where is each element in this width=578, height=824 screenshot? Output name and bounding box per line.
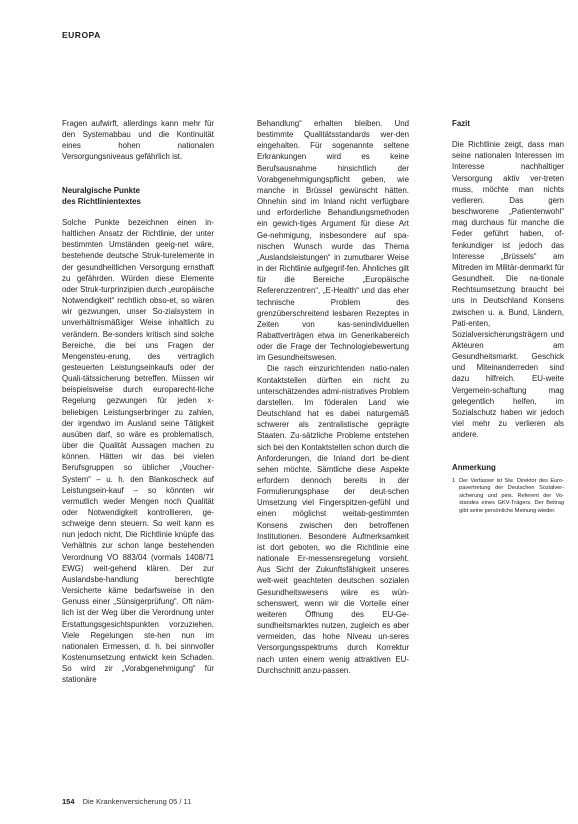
section-label: EUROPA [62,30,101,40]
column-3 [452,118,564,516]
footnote-text: Der Verfasser ist Ste. Direktor des Euro-pavertretung der Deutschen Sozialver-sicherung und peis. Referent der Vo-standes eines GKV-Trägers. Der Beitrag gibt seine persönliche Meinung wieder. [459,477,564,514]
body-paragraph: Solche Punkte bezeichnen einen in-haltlichen Ansatz der Richtlinie, der unter bestimmten Umständen geeig-net wäre, bestehende deutsche Struk-turelemente in der gesundheitlichen Versorgung ernsthaft zu gefährden. Würden diese Elemente oder Struk-turprinzipien durch „europäische Notwendigkeit“ rechtlich obso-et, so wären wir gezwungen, unser So-zialsystem in unverhältnismäßiger Weise inhaltlich zu verändern. Be-sonders kritisch sind solche Bereiche, die bei uns Fragen der Mengensteu-erung, des vertraglich gesteuerten Leistungseinkaufs oder der Quali-tätssicherung betreffen. Müssen wir beispielsweise durch europarecht-liche Regelung gezwungen für jeden x-beliebigen Leistungserbringer zu zahlen, der irgendwo im Ausland seine Tätigkeit ausüben darf, so wäre es problematisch, über die Qualität Aussagen machen zu können. Hätten wir das bei vielen Berufsgruppen so üblicher „Voucher-System“ – u. h. den Blankoscheck auf Leistungsein-kauf – so könnten wir vermutlich weder Mengen noch Qualität oder Notwendigkeit kontrollieren, ge-schweige denn steuern. So weit kann es nun jedoch nicht, Die Richtlinie knüpfe das Verhältnis zur schon lange bestehenden Verordnung VO 883/04 (vormals 1408/71 EWG) weit-gehend klären. Der zur Auslandsbe-handlung berechtigte Versicherte käme bedarfsweise in den Genuss einer „Sünsigerprüfung“. Oft näm-lich ist der Weg über die Verordnung unter Erstattungsgesichtspunkten vorzuziehen. Viele Regelungen ste-hen nun im nationalen Ermessen, d. h. bei sinnvoller Kostenumsetzung entwickt kein Schaden. So wird zir „Vorabgenehmigung“ für stationäre [62,217,214,685]
intro-paragraph: Fragen aufwirft, allerdings kann mehr für den Systemabbau und die Kontinuität eines hohen nationalen Versorgungsniveaus gefährlich ist. [62,119,214,162]
section-heading-line-2: des Richtlinientextes [62,196,141,206]
page-number: 154 [62,797,75,806]
footnote [452,478,564,516]
footnote-number: 1 [452,477,456,484]
body-paragraph: Die rasch einzurichtenden natio-nalen Kontaktstellen dürften ein nicht zu unterschätzendes admi-nistratives Problem darstellen. Im föderalen Land wie Deutschland hat es dabei naturgemäß schwerer als zentralistische geprägte Staaten. Zu-sätzliche Probleme entstehen sich bei den Kontaktstellen schon durch die Anforderungen, die Inland dort be-dient sehen möchte. Sämtliche diese Aspekte erfordern dennoch bereits in der Formulierungsphase der deut-schen Umsetzung viel Fingerspitzen-gefühl und einen möglichst weitab-gestimmten Konsens zwischen den betroffenen Institutionen. Besondere Aufmerksamkeit ist dort geboten, wo die Richtlinie eine nationale Er-messensregelung vorsieht. Aus Sicht der Zukunftsfähigkeit unseres welt-weit geachteten deutschen sozialen Gesundheitswesens wäre es wün-schenswert, wenn wir die Vorteile einer weiteren Öffnung des EU-Ge-sundheitsmarktes nutzen, zugleich es aber vermeiden, das hohe Niveau un-seres Versorgungsspektrums durch Korrektur nach unten einem wenig attraktiven EU-Durchschnitt anzu-passen. [257,364,409,675]
column-2 [257,118,409,676]
conclusion-heading: Fazit [452,119,470,128]
column-1 [62,118,214,686]
notes-heading: Anmerkung [452,463,496,473]
journal-title: Die Krankenversicherung 05 / 11 [82,797,192,806]
conclusion-paragraph: Die Richtlinie zeigt, dass man seine nationalen Interessen im Interesse nachhaltiger Versorgung aktiv ver-treten muss, möchte man nichts verlieren. Das gern beschworene „Patientenwohl“ mag durchaus für manche die Feder geführt haben, of-fenkundiger ist jedoch das Interesse „Brüssels“ am Mitreden im Militär-denmarkt für Gesundheit. Die na-tionale Rechtsumsetzung braucht bei uns in Deutschland Konsens zwischen u. a. Bund, Ländern, Pati-enten, Sozialversicherungsträgern und Akteuren am Gesundheitsmarkt. Geschick und Miteinanderreden sind dazu hilfreich. EU-weite Vergemein-schaftung mag gelegentlich helfen, im Sozialschutz haben wir jedoch viel mehr zu verlieren als andere. [452,140,564,440]
page-footer [62,797,191,806]
body-paragraph: Behandlung“ erhalten bleiben. Und bestimmte Qualitätsstandards wer-den eingehalten. Für sogenannte seltene Erkrankungen wird es keine Berufsausnahme hinsichtlich der Vorabgenehmigungspflicht geben, wie manche in Brüssel gewünscht hätten. Ohnehin sind im Inland nicht verfügbare und erforderliche Behandlungsmethoden ein gewich-tiges Argument für diese Art Ge-nehmigung, insbesondere auf spa-nischen Wunsch wurde das Thema „Auslandsleistungen“ in zumutbarer Weise in der Richtlinie aufgegrif-fen. Ähnliches gilt für die Bereiche „Europäische Referenzzentren“, „E-Health“ und das eher technische Problem des grenzüberschreitend lesbaren Rezeptes in Zeiten von kas-senindividuellen Rabattverträgen etwa im Generikabereich oder die Frage der Technologiebewertung im Gesundheitswesen. [257,119,409,363]
section-heading-line-1: Neuralgische Punkte [62,185,141,195]
